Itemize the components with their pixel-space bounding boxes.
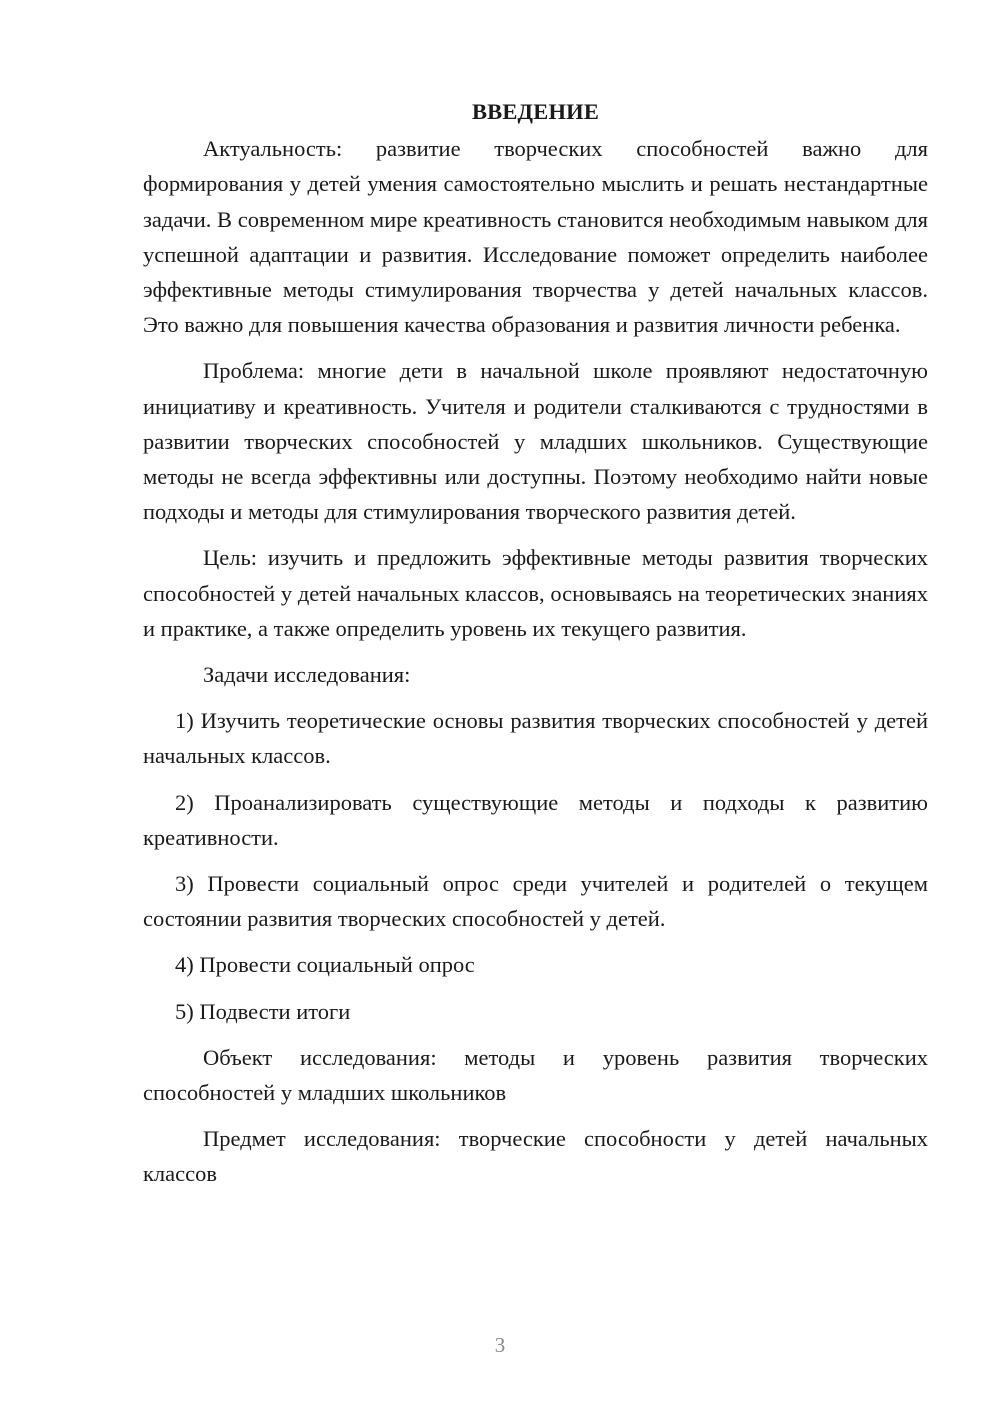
object-paragraph: Объект исследования: методы и уровень развития творческих способностей у младших школьников [143, 1044, 928, 1106]
goal-paragraph: Цель: изучить и предложить эффективные методы развития творческих способностей у детей начальных классов, основываясь на теоретических знаниях и практике, а также определить уровень их текущего развития. [143, 545, 928, 641]
page-body [143, 94, 928, 1203]
task-item-4: 4) Провести социальный опрос [175, 952, 475, 978]
task-item-2: 2) Проанализировать существующие методы и подходы к развитию креативности. [143, 789, 928, 850]
subject-paragraph: Предмет исследования: творческие способности у детей начальных классов [143, 1126, 928, 1187]
task-item-3: 3) Провести социальный опрос среди учителей и родителей о текущем состоянии развития творческих способностей у детей. [143, 871, 928, 932]
problem-paragraph: Проблема: многие дети в начальной школе проявляют недостаточную инициативу и креативность. Учителя и родители сталкиваются с трудностями в развитии творческих способностей у младших школьников. Существующие методы не всегда эффективны или доступны. Поэтому необходимо найти новые подходы и методы для стимулирования творческого развития детей. [143, 358, 928, 525]
task-item-1: 1) Изучить теоретические основы развития творческих способностей у детей начальных классов. [143, 708, 928, 769]
relevance-paragraph: Актуальность: развитие творческих способностей важно для формирования у детей умения самостоятельно мыслить и решать нестандартные задачи. В современном мире креативность становится необходимым навыком для успешной адаптации и развития. Исследование поможет определить наиболее эффективные методы стимулирования творчества у детей начальных классов. Это важно для повышения качества образования и развития личности ребенка. [143, 136, 928, 338]
page-title: ВВЕДЕНИЕ [471, 99, 600, 124]
tasks-heading: Задачи исследования: [203, 662, 411, 688]
task-item-5: 5) Подвести итоги [175, 998, 351, 1024]
page-number: 3 [494, 1333, 506, 1357]
